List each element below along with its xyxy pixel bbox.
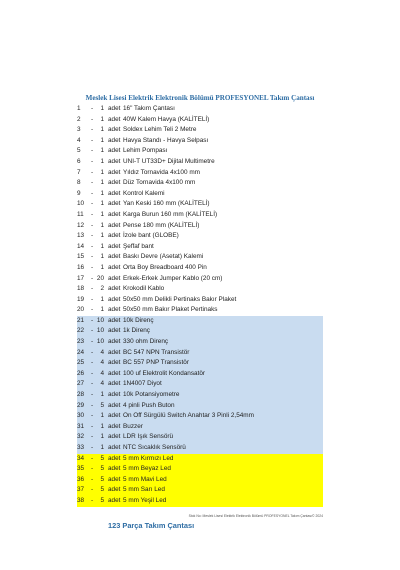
dash-separator: - bbox=[91, 348, 94, 356]
item-description: 50x50 mm Bakır Plaket Pertinaks bbox=[123, 306, 218, 314]
item-row bbox=[77, 231, 323, 242]
item-quantity: 1 bbox=[100, 200, 104, 208]
item-row bbox=[77, 326, 323, 337]
item-description: Düz Tornavida 4x100 mm bbox=[123, 179, 196, 187]
dash-separator: - bbox=[91, 401, 94, 409]
item-quantity: 20 bbox=[96, 274, 104, 282]
item-number: 8 bbox=[77, 179, 81, 187]
item-unit: adet bbox=[108, 327, 121, 335]
item-row bbox=[77, 295, 323, 306]
item-unit: adet bbox=[108, 401, 121, 409]
item-number: 1 bbox=[77, 105, 81, 112]
dash-separator: - bbox=[91, 157, 94, 165]
item-quantity: 1 bbox=[100, 189, 104, 197]
page-title: Meslek Lisesi Elektrik Elektronik Bölümü PROFESYONEL Takım Çantası bbox=[85, 94, 315, 102]
dash-separator: - bbox=[91, 412, 94, 420]
item-description: 5 mm Kırmızı Led bbox=[123, 454, 174, 462]
item-number: 3 bbox=[77, 126, 81, 134]
item-unit: adet bbox=[108, 157, 121, 165]
dash-separator: - bbox=[91, 126, 94, 134]
item-number: 4 bbox=[77, 136, 81, 144]
item-row bbox=[77, 125, 323, 136]
dash-separator: - bbox=[91, 147, 94, 155]
item-number: 33 bbox=[77, 444, 85, 451]
item-description: NTC Sıcaklık Sensörü bbox=[123, 444, 186, 451]
dash-separator: - bbox=[91, 210, 94, 218]
item-quantity: 1 bbox=[100, 433, 104, 441]
item-number: 9 bbox=[77, 189, 81, 197]
item-quantity: 5 bbox=[100, 401, 104, 409]
item-quantity: 2 bbox=[100, 285, 104, 293]
item-row bbox=[77, 496, 323, 507]
item-number: 7 bbox=[77, 168, 81, 176]
item-number: 25 bbox=[77, 359, 85, 367]
item-row bbox=[77, 454, 323, 465]
dash-separator: - bbox=[91, 306, 94, 314]
item-unit: adet bbox=[108, 422, 121, 430]
item-unit: adet bbox=[108, 454, 121, 462]
item-row bbox=[77, 390, 323, 401]
item-number: 16 bbox=[77, 263, 85, 271]
dash-separator: - bbox=[91, 444, 94, 451]
item-unit: adet bbox=[108, 263, 121, 271]
item-row bbox=[77, 199, 323, 210]
item-description: Şeffaf bant bbox=[123, 242, 154, 250]
item-number: 30 bbox=[77, 412, 85, 420]
item-quantity: 5 bbox=[100, 475, 104, 483]
dash-separator: - bbox=[91, 274, 94, 282]
item-row bbox=[77, 115, 323, 126]
dash-separator: - bbox=[91, 496, 94, 504]
item-unit: adet bbox=[108, 444, 121, 451]
item-quantity: 1 bbox=[100, 147, 104, 155]
item-description: 5 mm Yeşil Led bbox=[123, 496, 167, 504]
item-quantity: 1 bbox=[100, 232, 104, 240]
item-quantity: 4 bbox=[100, 348, 104, 356]
dash-separator: - bbox=[91, 242, 94, 250]
item-unit: adet bbox=[108, 189, 121, 197]
dash-separator: - bbox=[91, 391, 94, 399]
dash-separator: - bbox=[91, 486, 94, 494]
item-description: 5 mm Mavi Led bbox=[123, 475, 167, 483]
item-unit: adet bbox=[108, 274, 121, 282]
item-quantity: 1 bbox=[100, 221, 104, 229]
dash-separator: - bbox=[91, 200, 94, 208]
item-quantity: 1 bbox=[100, 263, 104, 271]
item-quantity: 1 bbox=[100, 253, 104, 261]
item-number: 2 bbox=[77, 115, 81, 123]
item-unit: adet bbox=[108, 433, 121, 441]
dash-separator: - bbox=[91, 327, 94, 335]
item-unit: adet bbox=[108, 486, 121, 494]
item-description: 1N4007 Diyot bbox=[123, 380, 162, 388]
item-description: 4 pinli Push Buton bbox=[123, 401, 175, 409]
item-quantity: 4 bbox=[100, 369, 104, 377]
item-quantity: 1 bbox=[100, 412, 104, 420]
item-number: 13 bbox=[77, 232, 85, 240]
dash-separator: - bbox=[91, 359, 94, 367]
item-quantity: 10 bbox=[96, 316, 104, 324]
item-description: Yıldız Tornavida 4x100 mm bbox=[123, 168, 200, 176]
dash-separator: - bbox=[91, 295, 94, 303]
dash-separator: - bbox=[91, 179, 94, 187]
item-unit: adet bbox=[108, 168, 121, 176]
item-quantity: 5 bbox=[100, 454, 104, 462]
item-number: 6 bbox=[77, 157, 81, 165]
dash-separator: - bbox=[91, 338, 94, 346]
item-row bbox=[77, 358, 323, 369]
item-quantity: 1 bbox=[100, 422, 104, 430]
item-row bbox=[77, 432, 323, 443]
item-row bbox=[77, 475, 323, 486]
item-quantity: 1 bbox=[100, 306, 104, 314]
item-quantity: 1 bbox=[100, 126, 104, 134]
item-description: Pense 180 mm (KALİTELİ) bbox=[123, 221, 200, 229]
item-unit: adet bbox=[108, 126, 121, 134]
item-row bbox=[77, 348, 323, 359]
item-unit: adet bbox=[108, 232, 121, 240]
dash-separator: - bbox=[91, 221, 94, 229]
item-description: Orta Boy Breadboard 400 Pin bbox=[123, 263, 207, 271]
item-description: 330 ohm Direnç bbox=[123, 338, 169, 346]
item-quantity: 1 bbox=[100, 179, 104, 187]
dash-separator: - bbox=[91, 380, 94, 388]
item-unit: adet bbox=[108, 295, 121, 303]
item-description: Yan Keski 160 mm (KALİTELİ) bbox=[123, 200, 210, 208]
item-number: 5 bbox=[77, 147, 81, 155]
item-table bbox=[77, 104, 323, 507]
item-unit: adet bbox=[108, 147, 121, 155]
dash-separator: - bbox=[91, 253, 94, 261]
item-description: Lehim Pompası bbox=[123, 147, 168, 155]
item-row bbox=[77, 104, 323, 115]
item-unit: adet bbox=[108, 253, 121, 261]
item-number: 24 bbox=[77, 348, 85, 356]
item-description: Karga Burun 160 mm (KALİTELİ) bbox=[123, 210, 218, 218]
item-quantity: 1 bbox=[100, 242, 104, 250]
item-row bbox=[77, 146, 323, 157]
item-unit: adet bbox=[108, 221, 121, 229]
item-unit: adet bbox=[108, 391, 121, 399]
item-number: 27 bbox=[77, 380, 85, 388]
footnote: Stok No: Meslek Lisesi Elektrik Elektronik Bölümü PROFESYONEL Takım Çantası© 2024 bbox=[188, 514, 323, 518]
item-row bbox=[77, 157, 323, 168]
item-number: 23 bbox=[77, 338, 85, 346]
item-number: 17 bbox=[77, 274, 85, 282]
item-quantity: 1 bbox=[100, 295, 104, 303]
dash-separator: - bbox=[91, 285, 94, 293]
item-row bbox=[77, 168, 323, 179]
item-row bbox=[77, 337, 323, 348]
item-number: 38 bbox=[77, 496, 85, 504]
item-row bbox=[77, 274, 323, 285]
item-description: 16" Takım Çantası bbox=[123, 105, 175, 112]
item-row bbox=[77, 485, 323, 496]
item-description: Buzzer bbox=[123, 422, 143, 430]
item-description: 5 mm Sarı Led bbox=[123, 486, 165, 494]
item-description: İzole bant (GLOBE) bbox=[123, 232, 179, 240]
item-row bbox=[77, 422, 323, 433]
item-quantity: 4 bbox=[100, 359, 104, 367]
item-row bbox=[77, 210, 323, 221]
item-quantity: 1 bbox=[100, 210, 104, 218]
item-row bbox=[77, 221, 323, 232]
item-quantity: 5 bbox=[100, 486, 104, 494]
item-description: Baskı Devre (Asetat) Kalemi bbox=[123, 253, 204, 261]
item-quantity: 10 bbox=[96, 327, 104, 335]
item-unit: adet bbox=[108, 475, 121, 483]
total-count: 123 Parça Takım Çantası bbox=[108, 521, 195, 530]
item-number: 28 bbox=[77, 391, 85, 399]
item-description: Havya Standı - Havya Selpası bbox=[123, 136, 209, 144]
item-row bbox=[77, 136, 323, 147]
item-quantity: 4 bbox=[100, 380, 104, 388]
item-row bbox=[77, 263, 323, 274]
item-row bbox=[77, 316, 323, 327]
item-quantity: 1 bbox=[100, 444, 104, 451]
item-unit: adet bbox=[108, 115, 121, 123]
item-unit: adet bbox=[108, 412, 121, 420]
item-number: 19 bbox=[77, 295, 85, 303]
item-row bbox=[77, 305, 323, 316]
item-row bbox=[77, 178, 323, 189]
item-unit: adet bbox=[108, 200, 121, 208]
item-number: 32 bbox=[77, 433, 85, 441]
item-number: 12 bbox=[77, 221, 85, 229]
item-quantity: 1 bbox=[100, 115, 104, 123]
item-row bbox=[77, 284, 323, 295]
item-row bbox=[77, 464, 323, 475]
item-description: 5 mm Beyaz Led bbox=[123, 465, 171, 473]
item-unit: adet bbox=[108, 242, 121, 250]
item-unit: adet bbox=[108, 306, 121, 314]
item-unit: adet bbox=[108, 496, 121, 504]
item-quantity: 5 bbox=[100, 465, 104, 473]
item-row bbox=[77, 401, 323, 412]
item-quantity: 1 bbox=[100, 136, 104, 144]
item-unit: adet bbox=[108, 359, 121, 367]
item-row bbox=[77, 443, 323, 454]
item-quantity: 10 bbox=[96, 338, 104, 346]
item-unit: adet bbox=[108, 369, 121, 377]
item-description: On Off Sürgülü Switch Anahtar 3 Pinli 2,54mm bbox=[123, 412, 254, 420]
item-row bbox=[77, 369, 323, 380]
item-unit: adet bbox=[108, 465, 121, 473]
item-number: 35 bbox=[77, 465, 85, 473]
item-description: Kontrol Kalemi bbox=[123, 189, 165, 197]
item-quantity: 1 bbox=[100, 391, 104, 399]
item-number: 37 bbox=[77, 486, 85, 494]
item-number: 21 bbox=[77, 316, 85, 324]
item-description: 40W Kalem Havya (KALİTELİ) bbox=[123, 115, 210, 123]
item-number: 14 bbox=[77, 242, 85, 250]
item-description: 1k Direnç bbox=[123, 327, 150, 335]
item-number: 22 bbox=[77, 327, 85, 335]
dash-separator: - bbox=[91, 465, 94, 473]
item-number: 36 bbox=[77, 475, 85, 483]
dash-separator: - bbox=[91, 168, 94, 176]
item-unit: adet bbox=[108, 348, 121, 356]
item-unit: adet bbox=[108, 179, 121, 187]
dash-separator: - bbox=[91, 115, 94, 123]
item-number: 34 bbox=[77, 454, 85, 462]
item-number: 20 bbox=[77, 306, 85, 314]
item-description: BC 547 NPN Transistör bbox=[123, 348, 190, 356]
item-unit: adet bbox=[108, 380, 121, 388]
item-unit: adet bbox=[108, 338, 121, 346]
item-quantity: 1 bbox=[100, 157, 104, 165]
item-number: 31 bbox=[77, 422, 85, 430]
item-row bbox=[77, 411, 323, 422]
item-quantity: 5 bbox=[100, 496, 104, 504]
dash-separator: - bbox=[91, 475, 94, 483]
item-number: 26 bbox=[77, 369, 85, 377]
item-row bbox=[77, 189, 323, 200]
item-row bbox=[77, 242, 323, 253]
item-number: 18 bbox=[77, 285, 85, 293]
dash-separator: - bbox=[91, 136, 94, 144]
item-quantity: 1 bbox=[100, 168, 104, 176]
item-quantity: 1 bbox=[100, 105, 104, 112]
item-row bbox=[77, 379, 323, 390]
item-description: 100 uf Elektrolit Kondansatör bbox=[123, 369, 206, 377]
item-number: 11 bbox=[77, 210, 84, 218]
item-description: UNI-T UT33D+ Dijital Multimetre bbox=[123, 157, 215, 165]
item-description: 10k Potansiyometre bbox=[123, 391, 180, 399]
dash-separator: - bbox=[91, 232, 94, 240]
dash-separator: - bbox=[91, 454, 94, 462]
item-description: BC 557 PNP Transistör bbox=[123, 359, 189, 367]
dash-separator: - bbox=[91, 316, 94, 324]
item-row bbox=[77, 252, 323, 263]
dash-separator: - bbox=[91, 189, 94, 197]
item-unit: adet bbox=[108, 105, 121, 112]
dash-separator: - bbox=[91, 369, 94, 377]
item-unit: adet bbox=[108, 136, 121, 144]
dash-separator: - bbox=[91, 263, 94, 271]
item-description: Erkek-Erkek Jumper Kablo (20 cm) bbox=[123, 274, 223, 282]
dash-separator: - bbox=[91, 105, 94, 112]
dash-separator: - bbox=[91, 422, 94, 430]
item-unit: adet bbox=[108, 316, 121, 324]
item-unit: adet bbox=[108, 285, 121, 293]
item-description: LDR Işık Sensörü bbox=[123, 433, 174, 441]
item-description: Soldex Lehim Teli 2 Metre bbox=[123, 126, 197, 134]
dash-separator: - bbox=[91, 433, 94, 441]
item-description: 10k Direnç bbox=[123, 316, 154, 324]
item-number: 10 bbox=[77, 200, 85, 208]
item-unit: adet bbox=[108, 210, 121, 218]
item-number: 29 bbox=[77, 401, 85, 409]
item-description: Krokodil Kablo bbox=[123, 285, 165, 293]
item-description: 50x50 mm Delikli Pertinaks Bakır Plaket bbox=[123, 295, 237, 303]
item-number: 15 bbox=[77, 253, 85, 261]
